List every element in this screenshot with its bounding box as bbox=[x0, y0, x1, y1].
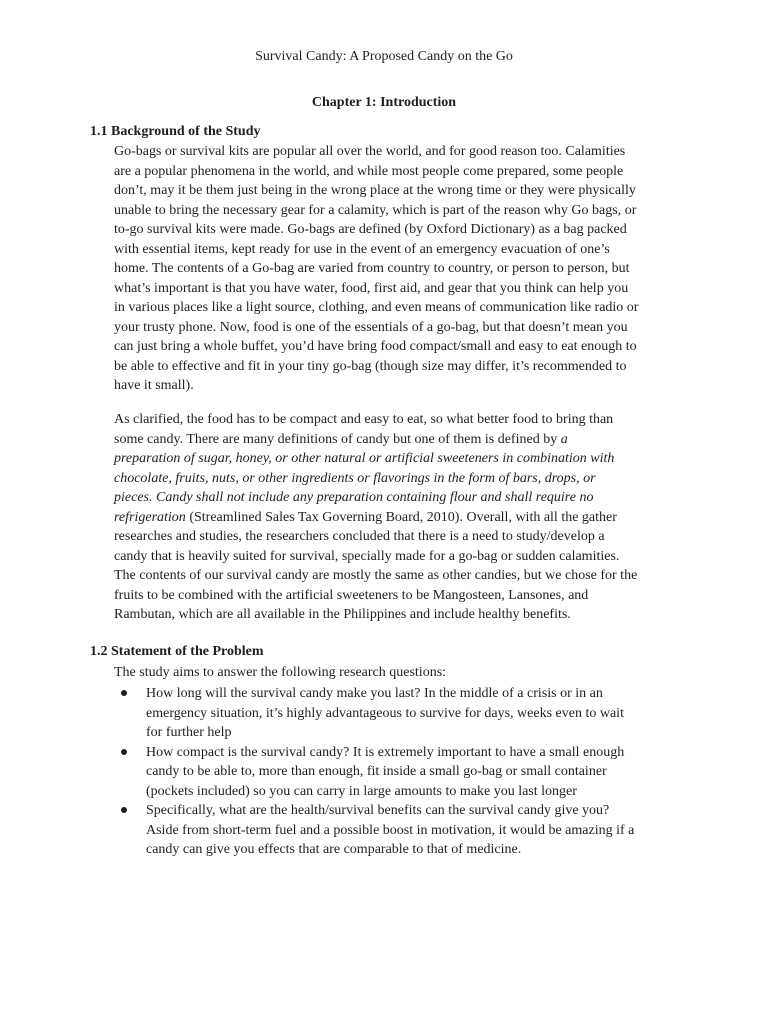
list-item bbox=[114, 684, 694, 743]
list-item-line: How long will the survival candy make you last? In the middle of a crisis or in an bbox=[146, 686, 603, 701]
italic-definition: preparation of sugar, honey, or other natural or artificial sweeteners in combination with bbox=[114, 451, 615, 466]
list-item-line: (pockets included) so you can carry in large amounts to make you last longer bbox=[146, 783, 577, 799]
research-questions-list bbox=[114, 684, 694, 860]
paragraph-line: Go-bags or survival kits are popular all over the world, and for good reason too. Calamities bbox=[114, 144, 626, 159]
paragraph-line bbox=[114, 488, 694, 508]
chapter-heading: Chapter 1: Introduction bbox=[311, 95, 457, 110]
italic-definition: refrigeration bbox=[114, 509, 186, 525]
bullet-icon bbox=[121, 807, 127, 813]
paragraph-line: fruits to be combined with the artificial sweeteners to be Mangosteen, Lansones, and bbox=[114, 587, 589, 603]
list-item-line: How compact is the survival candy? It is extremely important to have a small enough bbox=[146, 744, 625, 760]
italic-definition: pieces. Candy shall not include any preparation containing flour and shall require no bbox=[114, 490, 594, 505]
paragraph-line: Rambutan, which are all available in the Philippines and include healthy benefits. bbox=[114, 607, 571, 622]
paragraph-line bbox=[114, 508, 694, 528]
italic-definition: a bbox=[560, 431, 568, 447]
document-title: Survival Candy: A Proposed Candy on the Go bbox=[255, 49, 513, 64]
list-item-line: Specifically, what are the health/survival benefits can the survival candy give you? bbox=[146, 803, 610, 818]
paragraph-line: what’s important is that you have water, food, first aid, and gear that you think can help you bbox=[114, 280, 629, 296]
list-item-line: candy can give you effects that are comparable to that of medicine. bbox=[146, 842, 522, 857]
bullet-icon bbox=[121, 749, 127, 755]
paragraph-line bbox=[114, 449, 694, 469]
research-questions-intro: The study aims to answer the following research questions: bbox=[114, 665, 447, 680]
list-item-line: for further help bbox=[146, 725, 232, 740]
paragraph-line: As clarified, the food has to be compact and easy to eat, so what better food to bring than bbox=[114, 412, 614, 427]
section-heading-problem: 1.2 Statement of the Problem bbox=[90, 644, 264, 659]
paragraph-line: researches and studies, the researchers concluded that there is a need to study/develop a bbox=[114, 529, 605, 544]
list-item-line: Aside from short-term fuel and a possible boost in motivation, it would be amazing if a bbox=[146, 822, 635, 838]
paragraph-line: The contents of our survival candy are mostly the same as other candies, but we chose for the bbox=[114, 568, 638, 583]
paragraph-line: to-go survival kits were made. Go-bags are defined (by Oxford Dictionary) as a bag packed bbox=[114, 222, 627, 237]
paragraph-line: in various places like a light source, clothing, and even means of communication like radio or bbox=[114, 300, 639, 315]
paragraph-line: have it small). bbox=[114, 378, 194, 393]
paragraph-line: with essential items, kept ready for use in the event of an emergency evacuation of one’s bbox=[114, 241, 610, 257]
paragraph-line: are a popular phenomena in the world, and while most people come prepared, some people bbox=[114, 163, 624, 179]
paragraph-background bbox=[114, 142, 694, 396]
citation-text: (Streamlined Sales Tax Governing Board, 2010). Overall, with all the gather bbox=[185, 509, 617, 525]
section-heading-background: 1.1 Background of the Study bbox=[90, 124, 261, 139]
list-item bbox=[114, 743, 694, 802]
list-item-line: candy to be able to, more than enough, fit inside a small go-bag or small container bbox=[146, 764, 607, 779]
list-item-line: emergency situation, it’s highly advantageous to survive for days, weeks even to wait bbox=[146, 705, 624, 721]
paragraph-line: home. The contents of a Go-bag are varied from country to country, or person to person, but bbox=[114, 261, 630, 276]
paragraph-line: don’t, may it be them just being in the wrong place at the wrong time or they were physically bbox=[114, 183, 636, 198]
paragraph-line: your trusty phone. Now, food is one of the essentials of a go-bag, but that doesn’t mean you bbox=[114, 319, 628, 335]
paragraph-line: candy that is heavily suited for survival, specially made for a go-bag or sudden calamities. bbox=[114, 548, 620, 564]
list-item bbox=[114, 801, 694, 860]
paragraph-line: unable to bring the necessary gear for a calamity, which is part of the reason why Go bags, or bbox=[114, 202, 637, 218]
paragraph-candy-definition bbox=[114, 410, 694, 625]
paragraph-line bbox=[114, 430, 694, 450]
paragraph-line: be able to effective and fit in your tiny go-bag (though size may differ, it’s recommended to bbox=[114, 358, 627, 374]
paragraph-line: can just bring a whole buffet, you’d have bring food compact/small and easy to eat enough to bbox=[114, 339, 637, 354]
italic-definition: chocolate, fruits, nuts, or other ingredients or flavorings in the form of bars, drops, or bbox=[114, 470, 596, 486]
paragraph-line bbox=[114, 469, 694, 489]
text-run: some candy. There are many definitions of candy but one of them is defined by bbox=[114, 431, 561, 447]
bullet-icon bbox=[121, 690, 127, 696]
